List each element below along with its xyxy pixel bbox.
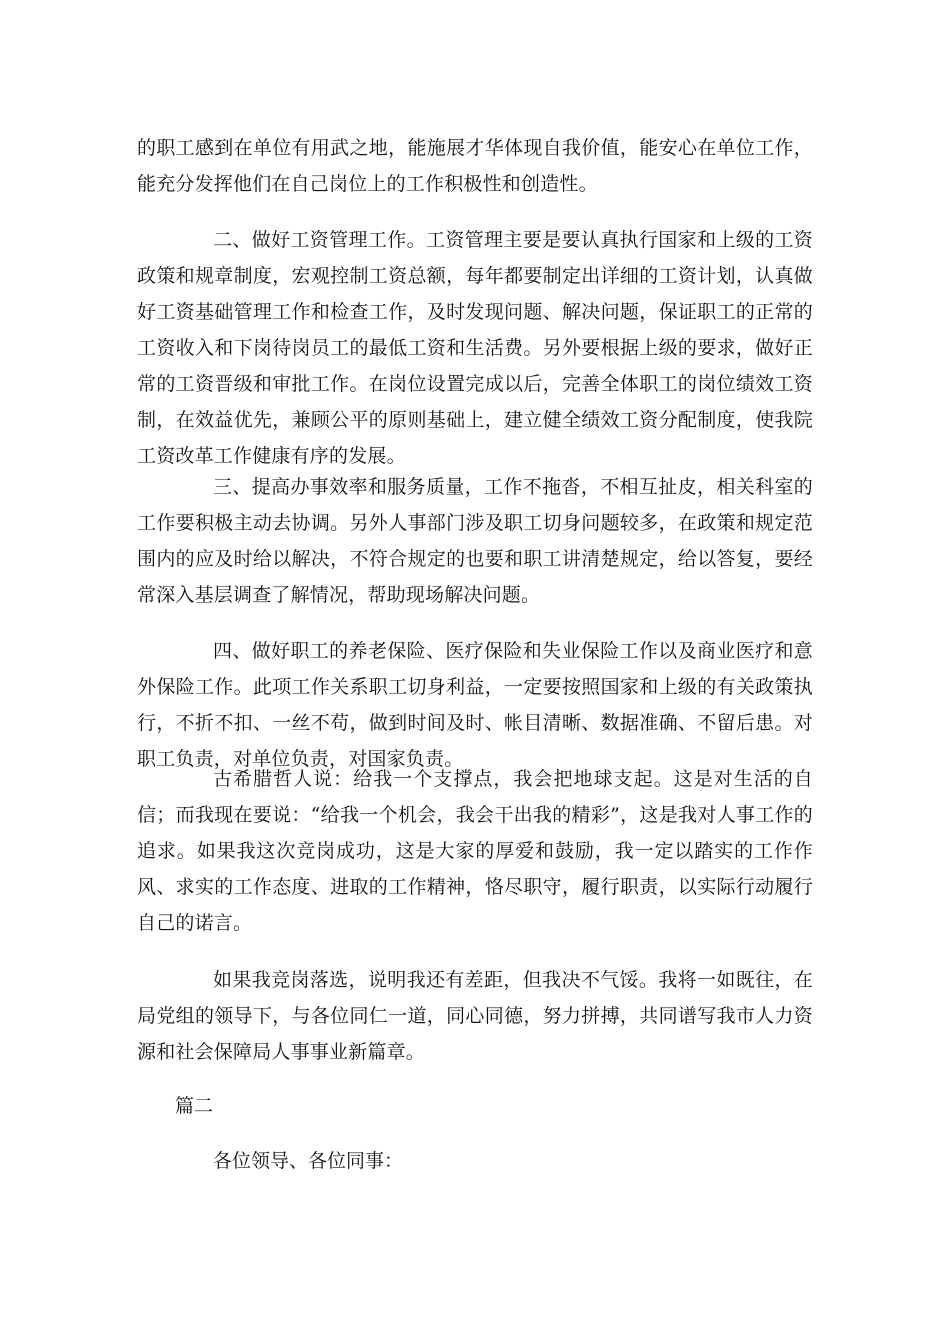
paragraph-salary-management: 二、做好工资管理工作。工资管理主要是要认真执行国家和上级的工资政策和规章制度，宏观控制工资总额，每年都要制定出详细的工资计划，认真做好工资基础管理工作和检查工作，及时发现问题、解决问题，保证职工的正常的工资收入和下岗待岗员工的最低工资和生活费。另外要根据上级的要求，做好正常的工资晋级和审批工作。在岗位设置完成以后，完善全体职工的岗位绩效工资制，在效益优先，兼顾公平的原则基础上，建立健全绩效工资分配制度，使我院工资改革工作健康有序的发展。 bbox=[137, 229, 813, 467]
paragraph-greek-philosopher: 古希腊哲人说：给我一个支撑点，我会把地球支起。这是对生活的自信；而我现在要说：“给我一个机会，我会干出我的精彩”，这是我对人事工作的追求。如果我这次竞岗成功，这是大家的厚爱和鼓励，我一定以踏实的工作作风、求实的工作态度、进取的工作精神，恪尽职守，履行职责，以实际行动履行自己的诺言。 bbox=[137, 768, 813, 934]
section-title: 篇二 bbox=[175, 1095, 214, 1117]
paragraph-efficiency: 三、提高办事效率和服务质量，工作不拖沓，不相互扯皮，相关科室的工作要积极主动去协调。另外人事部门涉及职工切身问题较多，在政策和规定范围内的应及时给以解决，不符合规定的也要和职工讲清楚规定，给以答复，要经常深入基层调查了解情况，帮助现场解决问题。 bbox=[137, 476, 813, 606]
greeting-line: 各位领导、各位同事： bbox=[213, 1150, 404, 1172]
paragraph-insurance: 四、做好职工的养老保险、医疗保险和失业保险工作以及商业医疗和意外保险工作。此项工作关系职工切身利益，一定要按照国家和上级的有关政策执行，不折不扣、一丝不苟，做到时间及时、帐目清晰、数据准确、不留后患。对职工负责，对单位负责，对国家负责。 bbox=[137, 640, 813, 770]
paragraph-continuation: 的职工感到在单位有用武之地，能施展才华体现自我价值，能安心在单位工作，能充分发挥他们在自己岗位上的工作积极性和创造性。 bbox=[137, 137, 813, 195]
paragraph-if-not-selected: 如果我竞岗落选，说明我还有差距，但我决不气馁。我将一如既往，在局党组的领导下，与各位同仁一道，同心同德，努力拼搏，共同谱写我市人力资源和社会保障局人事事业新篇章。 bbox=[137, 969, 813, 1063]
